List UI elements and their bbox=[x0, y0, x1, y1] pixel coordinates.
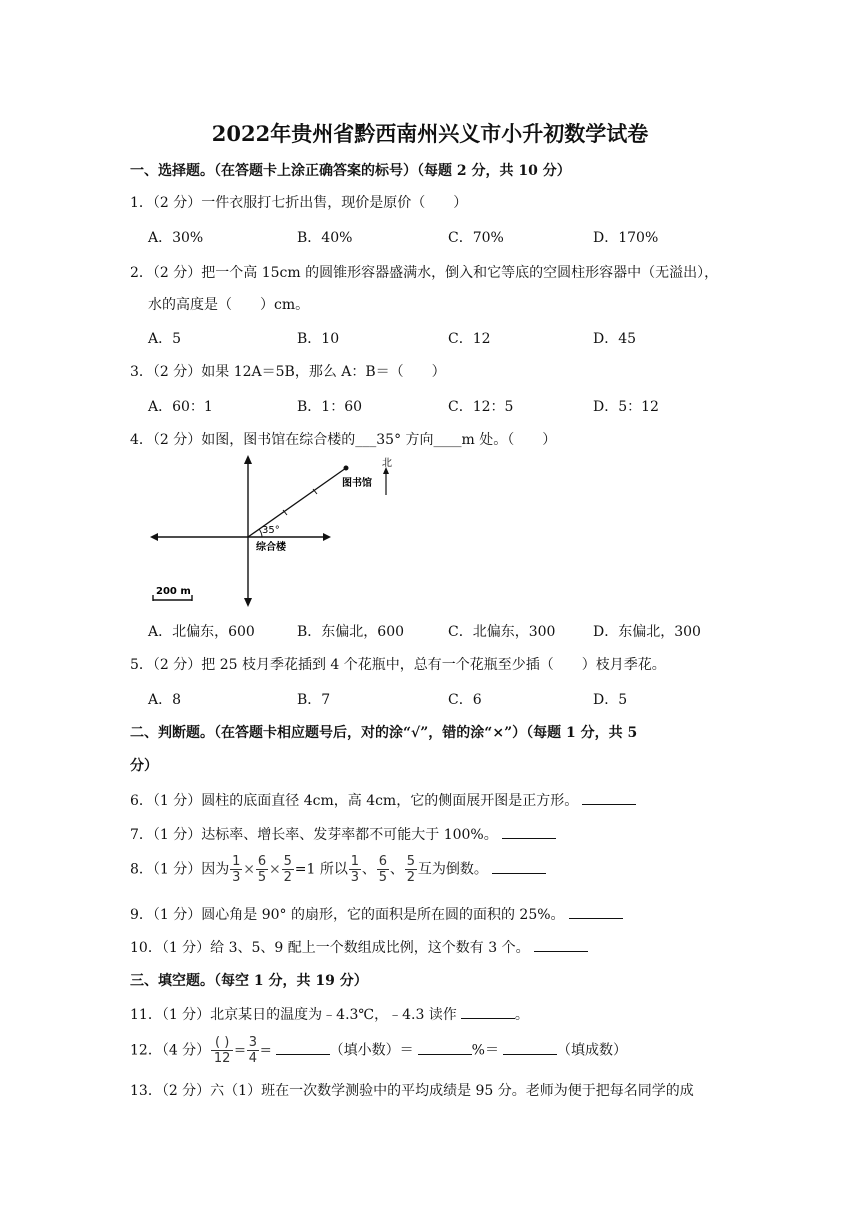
question-5: 5．（2 分）把 25 枝月季花插到 4 个花瓶中，总有一个花瓶至少插（ ）枝月季花。 bbox=[130, 657, 666, 673]
fraction-denominator: 3 bbox=[232, 870, 241, 885]
question-9 bbox=[130, 904, 623, 924]
section-3-heading: 三、填空题。（每空 1 分，共 19 分） bbox=[130, 973, 368, 989]
answer-blank bbox=[502, 826, 556, 839]
fraction-numerator: 1 bbox=[232, 854, 241, 869]
fraction bbox=[247, 1036, 259, 1065]
angle-label: 35° bbox=[262, 525, 280, 536]
fraction-numerator: 3 bbox=[248, 1035, 258, 1050]
fraction bbox=[377, 855, 389, 884]
question-12-p2: %＝ bbox=[471, 1042, 499, 1059]
question-8-mid: =1 所以 bbox=[294, 861, 348, 878]
q5-option-b: B．7 bbox=[297, 692, 331, 708]
question-4: 4．（2 分）如图，图书馆在综合楼的___35° 方向____m 处。（ ） bbox=[130, 432, 557, 448]
question-10-text: 10．（1 分）给 3、5、9 配上一个数组成比例，这个数有 3 个。 bbox=[130, 940, 530, 956]
answer-blank bbox=[534, 939, 588, 952]
answer-blank bbox=[569, 906, 623, 919]
question-6 bbox=[130, 790, 636, 810]
section-2-heading-line1: 二、判断题。（在答题卡相应题号后，对的涂“√”，错的涂“×”）（每题 1 分，共 5 bbox=[130, 725, 638, 741]
direction-diagram bbox=[148, 455, 398, 607]
fraction-numerator: 6 bbox=[378, 854, 387, 869]
fraction bbox=[349, 855, 361, 884]
section-1-heading: 一、选择题。（在答题卡上涂正确答案的标号）（每题 2 分，共 10 分） bbox=[130, 163, 571, 179]
q5-option-d: D．5 bbox=[593, 692, 628, 708]
fraction bbox=[256, 855, 268, 884]
question-11-text: 11．（1 分）北京某日的温度为﹣4.3℃，﹣4.3 读作 bbox=[130, 1007, 457, 1023]
q4-option-a: A．北偏东，600 bbox=[148, 624, 255, 640]
q3-option-c: C．12：5 bbox=[448, 399, 514, 415]
question-8-suffix: 互为倒数。 bbox=[417, 861, 488, 878]
question-2-line2: 水的高度是（ ）cm。 bbox=[148, 297, 310, 313]
fraction bbox=[282, 855, 294, 884]
q2-option-d: D．45 bbox=[593, 331, 637, 347]
fraction-numerator: 1 bbox=[350, 854, 359, 869]
question-12-p1: （填小数）＝ bbox=[329, 1042, 414, 1059]
q2-option-b: B．10 bbox=[297, 331, 340, 347]
answer-blank bbox=[276, 1042, 330, 1055]
q2-option-a: A．5 bbox=[148, 331, 182, 347]
q3-option-d: D．5：12 bbox=[593, 399, 659, 415]
q1-option-a: A．30% bbox=[148, 230, 204, 246]
question-8-prefix: 8．（1 分）因为 bbox=[130, 861, 230, 878]
q5-option-c: C．6 bbox=[448, 692, 482, 708]
question-9-text: 9．（1 分）圆心角是 90° 的扇形，它的面积是所在圆的面积的 25%。 bbox=[130, 907, 565, 923]
q1-option-c: C．70% bbox=[448, 230, 504, 246]
q1-option-b: B．40% bbox=[297, 230, 353, 246]
question-8: 8．（1 分）因为 $\frac{1}{3}$ × $\frac{6}{5}$ × $\frac{5}{2}$ =1 所以 $\frac{1}{3}$ 、 $\frac{6}{5}$ 、 $\frac{5}{2}$ 互为倒数。 bbox=[130, 855, 546, 884]
question-3: 3．（2 分）如果 12A＝5B，那么 A：B＝（ ） bbox=[130, 364, 446, 380]
q3-option-b: B．1：60 bbox=[297, 399, 363, 415]
question-6-text: 6．（1 分）圆柱的底面直径 4cm，高 4cm，它的侧面展开图是正方形。 bbox=[130, 793, 579, 809]
q5-option-a: A．8 bbox=[148, 692, 182, 708]
answer-blank bbox=[582, 792, 636, 805]
fraction-denominator: 4 bbox=[248, 1051, 258, 1066]
question-13: 13．（2 分）六（1）班在一次数学测验中的平均成绩是 95 分。老师为便于把每名同学的成 bbox=[130, 1083, 694, 1099]
question-11-end: 。 bbox=[514, 1007, 529, 1023]
fraction-numerator: ( ) bbox=[215, 1035, 230, 1050]
fraction-denominator: 12 bbox=[213, 1051, 231, 1066]
q1-option-d: D．170% bbox=[593, 230, 659, 246]
question-7 bbox=[130, 824, 556, 844]
fraction bbox=[230, 855, 242, 884]
fraction-denominator: 5 bbox=[378, 870, 387, 885]
answer-blank bbox=[503, 1042, 557, 1055]
fraction-denominator: 2 bbox=[283, 870, 292, 885]
fraction-numerator: 5 bbox=[406, 854, 415, 869]
question-12-prefix: 12．（4 分） bbox=[130, 1042, 211, 1059]
question-10 bbox=[130, 937, 588, 957]
scale-label: 200 m bbox=[156, 586, 191, 597]
q3-option-a: A．60：1 bbox=[148, 399, 213, 415]
question-2-line1: 2．（2 分）把一个高 15cm 的圆锥形容器盛满水，倒入和它等底的空圆柱形容器中（无溢出）， bbox=[130, 265, 719, 281]
fraction-denominator: 3 bbox=[350, 870, 359, 885]
page-title: 2022年贵州省黔西南州兴义市小升初数学试卷 bbox=[211, 121, 649, 146]
question-1: 1．（2 分）一件衣服打七折出售，现价是原价（ ） bbox=[130, 195, 468, 211]
question-7-text: 7．（1 分）达标率、增长率、发芽率都不可能大于 100%。 bbox=[130, 827, 498, 843]
building-label: 综合楼 bbox=[256, 542, 286, 553]
answer-blank bbox=[461, 1006, 515, 1019]
question-12-p3: （填成数） bbox=[556, 1042, 627, 1059]
fraction-denominator: 2 bbox=[406, 870, 415, 885]
question-11 bbox=[130, 1004, 529, 1024]
library-label: 图书馆 bbox=[342, 478, 372, 489]
north-label: 北 bbox=[382, 458, 392, 469]
fraction bbox=[211, 1036, 233, 1065]
fraction bbox=[405, 855, 417, 884]
fraction-numerator: 6 bbox=[257, 854, 267, 869]
answer-blank bbox=[418, 1042, 472, 1055]
section-2-heading-line2: 分） bbox=[130, 758, 158, 774]
fraction-denominator: 5 bbox=[257, 870, 267, 885]
answer-blank bbox=[492, 861, 546, 874]
q2-option-c: C．12 bbox=[448, 331, 491, 347]
question-12: 12．（4 分） $\frac{( )}{12}$ = $\frac{3}{4}$ = （填小数）＝ %＝ （填成数） bbox=[130, 1035, 627, 1066]
q4-option-d: D．东偏北，300 bbox=[593, 624, 701, 640]
q4-option-c: C．北偏东，300 bbox=[448, 624, 556, 640]
q4-option-b: B．东偏北，600 bbox=[297, 624, 405, 640]
fraction-numerator: 5 bbox=[283, 854, 292, 869]
